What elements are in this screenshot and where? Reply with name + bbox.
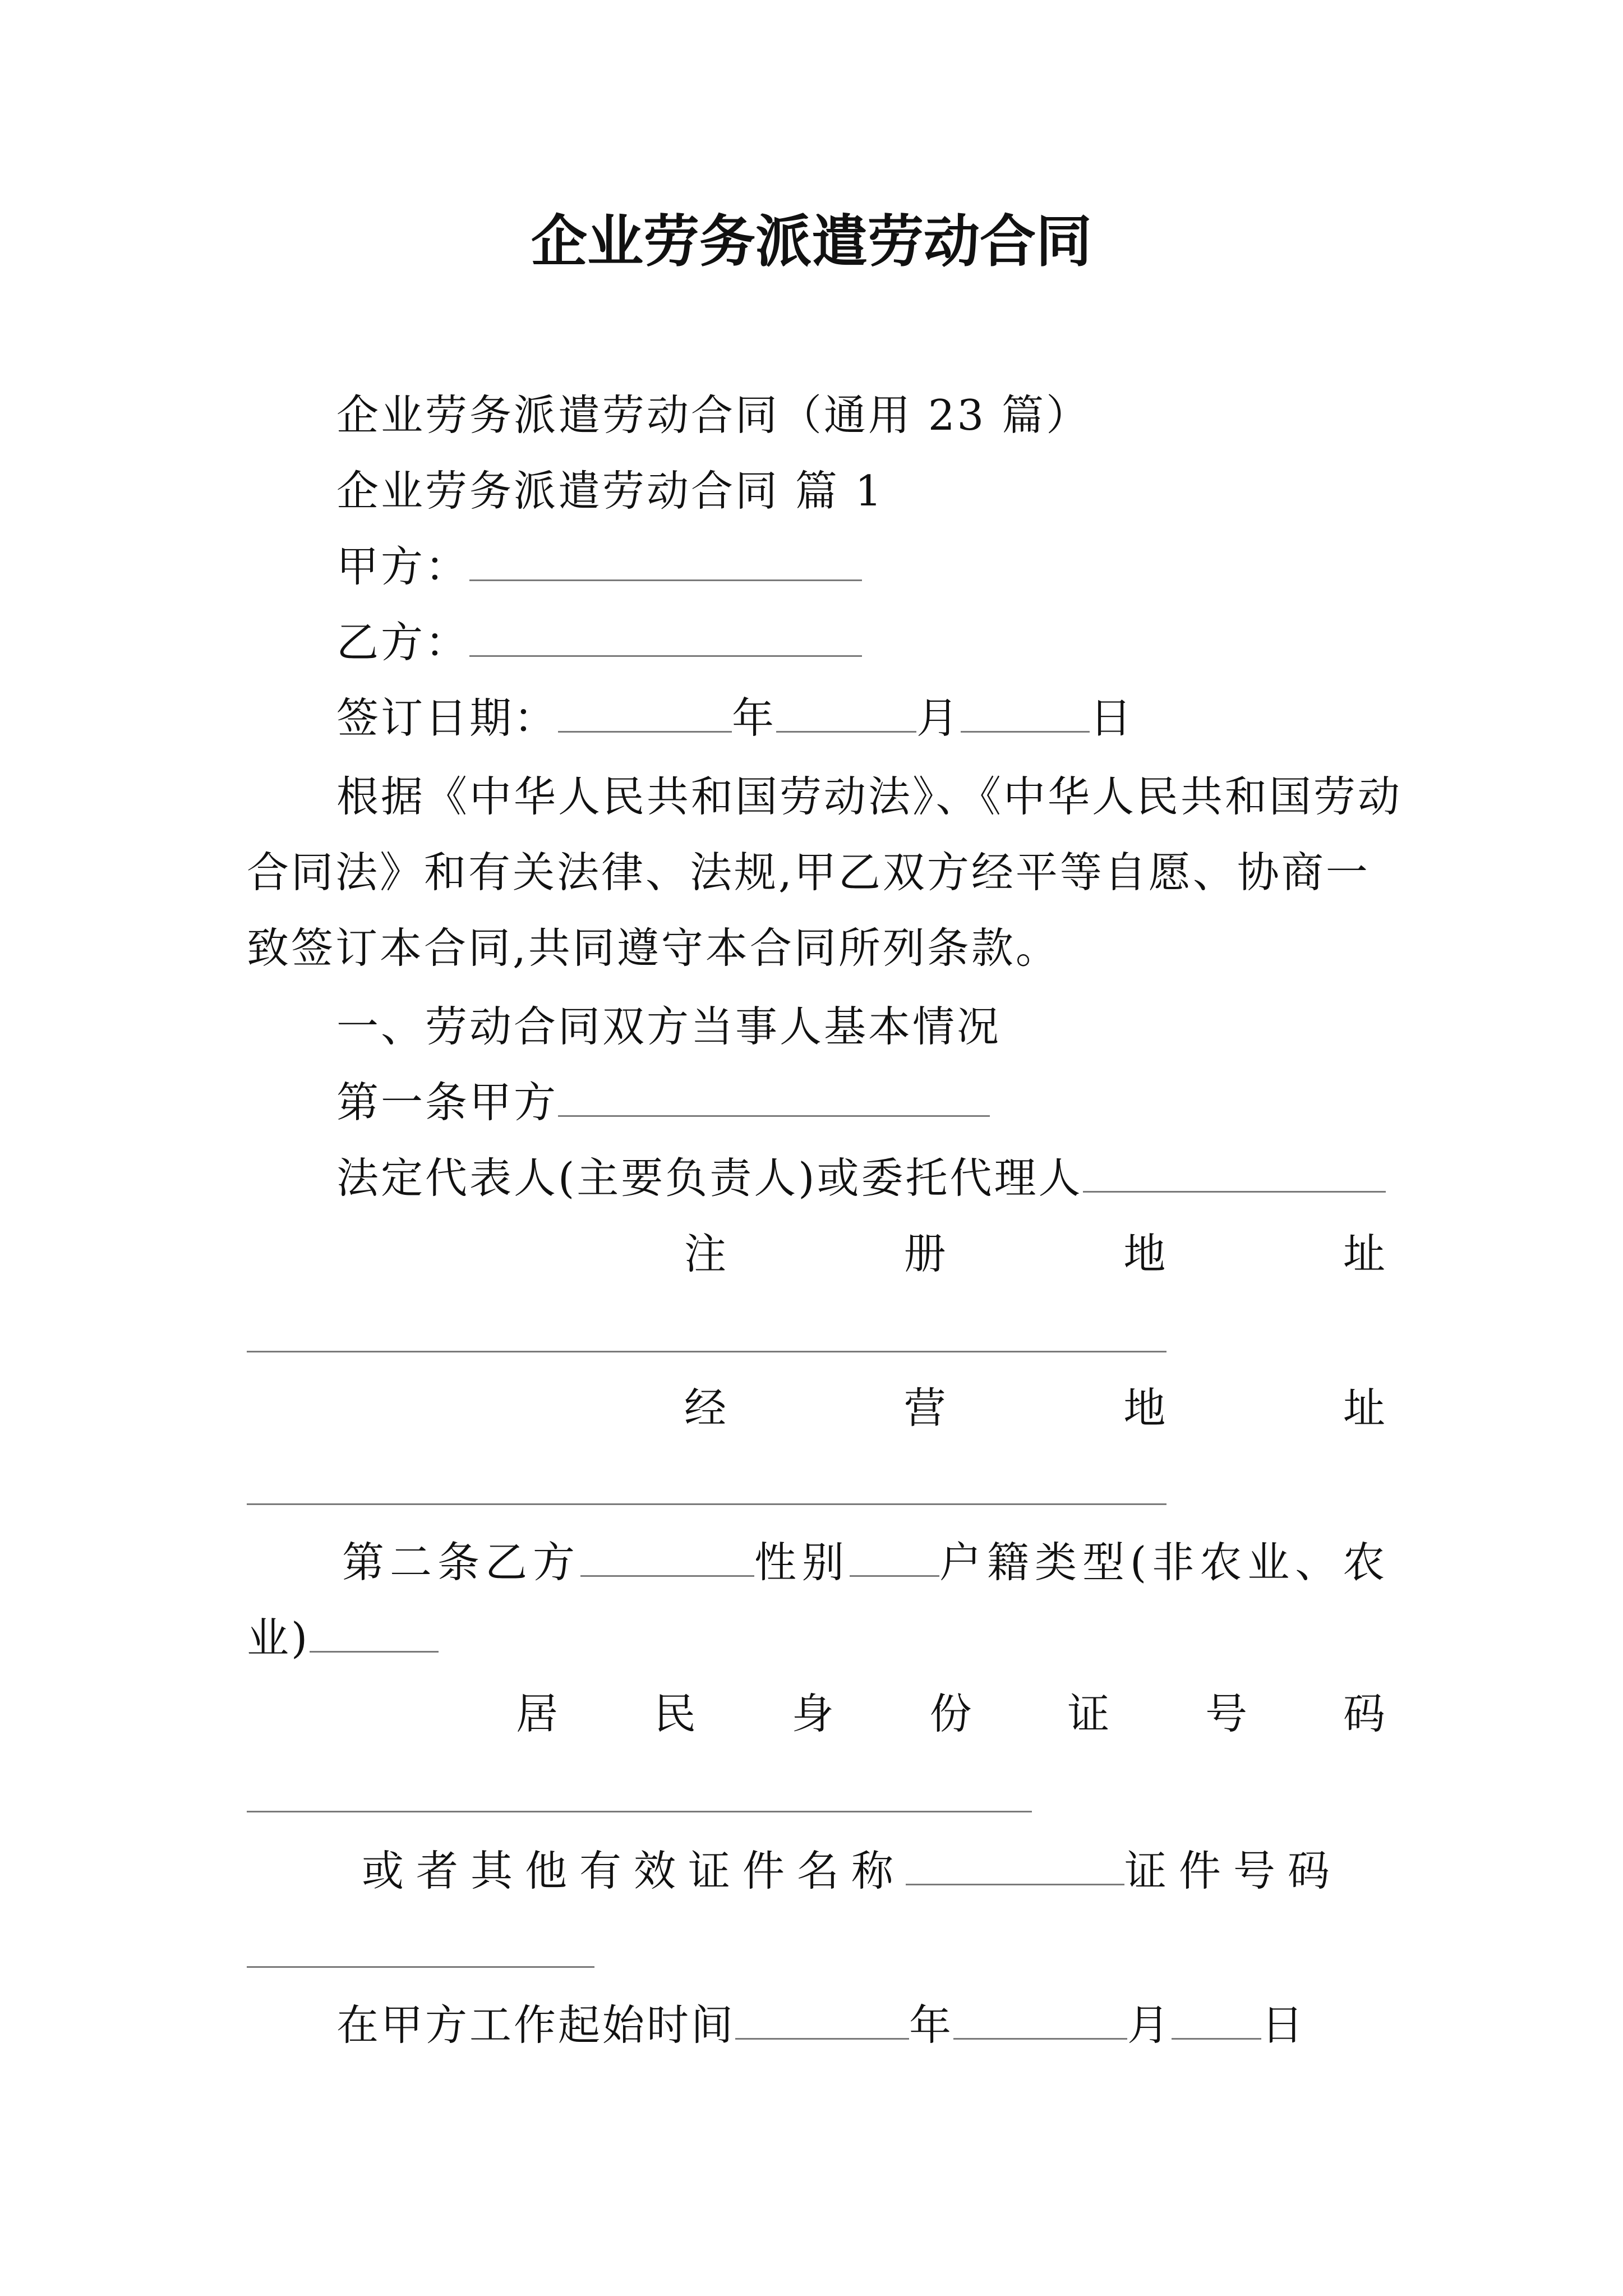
other-cert-line: [362, 1837, 1342, 1904]
sign-date-label: 签订日期：: [336, 693, 559, 743]
party-a-blank: [469, 533, 862, 581]
registered-address-char: 地: [1123, 1229, 1166, 1278]
legal-rep-blank: [1083, 1145, 1386, 1193]
sign-month-blank: [776, 685, 916, 733]
intro-line-1: 根据《中华人民共和国劳动法》、《中华人民共和国劳动: [336, 772, 1403, 821]
id-number-char: 身: [791, 1689, 834, 1738]
registered-address-char: 册: [903, 1229, 946, 1278]
gender-label: 性别: [754, 1538, 850, 1587]
cert-number-blank: [247, 1966, 594, 1968]
id-number-char: 民: [653, 1689, 696, 1738]
id-number-char: 码: [1343, 1689, 1385, 1738]
id-number-char: 份: [929, 1689, 972, 1738]
registered-address-char: 址: [1343, 1229, 1385, 1278]
business-address-blank: [247, 1503, 1166, 1505]
party-a-line: [336, 533, 862, 600]
start-time-line: [336, 1991, 1306, 2059]
business-address-char: 经: [684, 1383, 727, 1433]
party-a-name-blank: [558, 1069, 990, 1117]
party-b-label: 乙方：: [336, 618, 470, 667]
id-number-blank: [247, 1811, 1032, 1812]
id-number-char: 证: [1067, 1689, 1110, 1738]
section-heading: 企业劳务派遣劳动合同 篇 1: [336, 466, 884, 516]
party-b-line: [336, 609, 862, 676]
start-month-blank: [953, 1992, 1127, 2040]
sign-date-line: [336, 684, 1134, 752]
other-cert-name-blank: [906, 1838, 1124, 1885]
start-day-char: 日: [1261, 2000, 1306, 2050]
start-time-label: 在甲方工作起始时间: [336, 2000, 736, 2050]
registered-address-char: 注: [684, 1229, 727, 1278]
legal-rep-label: 法定代表人(主要负责人)或委托代理人: [336, 1153, 1083, 1203]
start-year-blank: [735, 1992, 909, 2040]
document-title: 企业劳务派遣劳动合同: [531, 208, 1092, 274]
document-subtitle: 企业劳务派遣劳动合同（通用 23 篇）: [336, 390, 1091, 440]
article-one-label: 第一条甲方: [336, 1078, 559, 1127]
id-number-label: [516, 1680, 1385, 1747]
business-address-char: 营: [903, 1383, 946, 1433]
party-b-blank: [469, 609, 862, 657]
sign-month-char: 月: [916, 693, 961, 743]
start-month-char: 月: [1127, 2000, 1172, 2050]
start-year-char: 年: [909, 2000, 954, 2050]
sign-year-char: 年: [732, 693, 777, 743]
household-type-cont-line: [247, 1604, 439, 1672]
business-address-char: 址: [1343, 1383, 1385, 1433]
business-address-label: [684, 1374, 1385, 1442]
article-two-label: 第二条乙方: [342, 1538, 581, 1587]
party-a-label: 甲方：: [336, 542, 470, 591]
intro-line-2: 合同法》和有关法律、法规,甲乙双方经平等自愿、协商一: [247, 848, 1370, 897]
cert-number-label: 证件号码: [1124, 1846, 1343, 1895]
party-b-name-blank: [580, 1529, 754, 1577]
household-type-label: 户籍类型(非农业、农: [939, 1538, 1391, 1587]
article-one-line: [336, 1069, 990, 1136]
intro-line-3: 致签订本合同,共同遵守本合同所列条款。: [247, 923, 1060, 973]
start-day-blank: [1172, 1992, 1261, 2040]
sign-day-char: 日: [1090, 693, 1135, 743]
gender-blank: [850, 1529, 939, 1577]
sign-year-blank: [558, 685, 732, 733]
chapter-one-heading: 一、劳动合同双方当事人基本情况: [336, 1002, 1002, 1051]
id-number-char: 号: [1205, 1689, 1248, 1738]
id-number-char: 居: [516, 1689, 559, 1738]
household-type-blank: [310, 1605, 439, 1653]
registered-address-label: [684, 1220, 1385, 1287]
legal-rep-line: [336, 1144, 1386, 1212]
sign-day-blank: [961, 685, 1090, 733]
registered-address-blank: [247, 1351, 1166, 1352]
household-type-cont: 业): [247, 1613, 310, 1663]
article-two-line: [342, 1529, 1390, 1596]
other-cert-name-label: 或者其他有效证件名称: [362, 1846, 906, 1895]
business-address-char: 地: [1123, 1383, 1166, 1433]
